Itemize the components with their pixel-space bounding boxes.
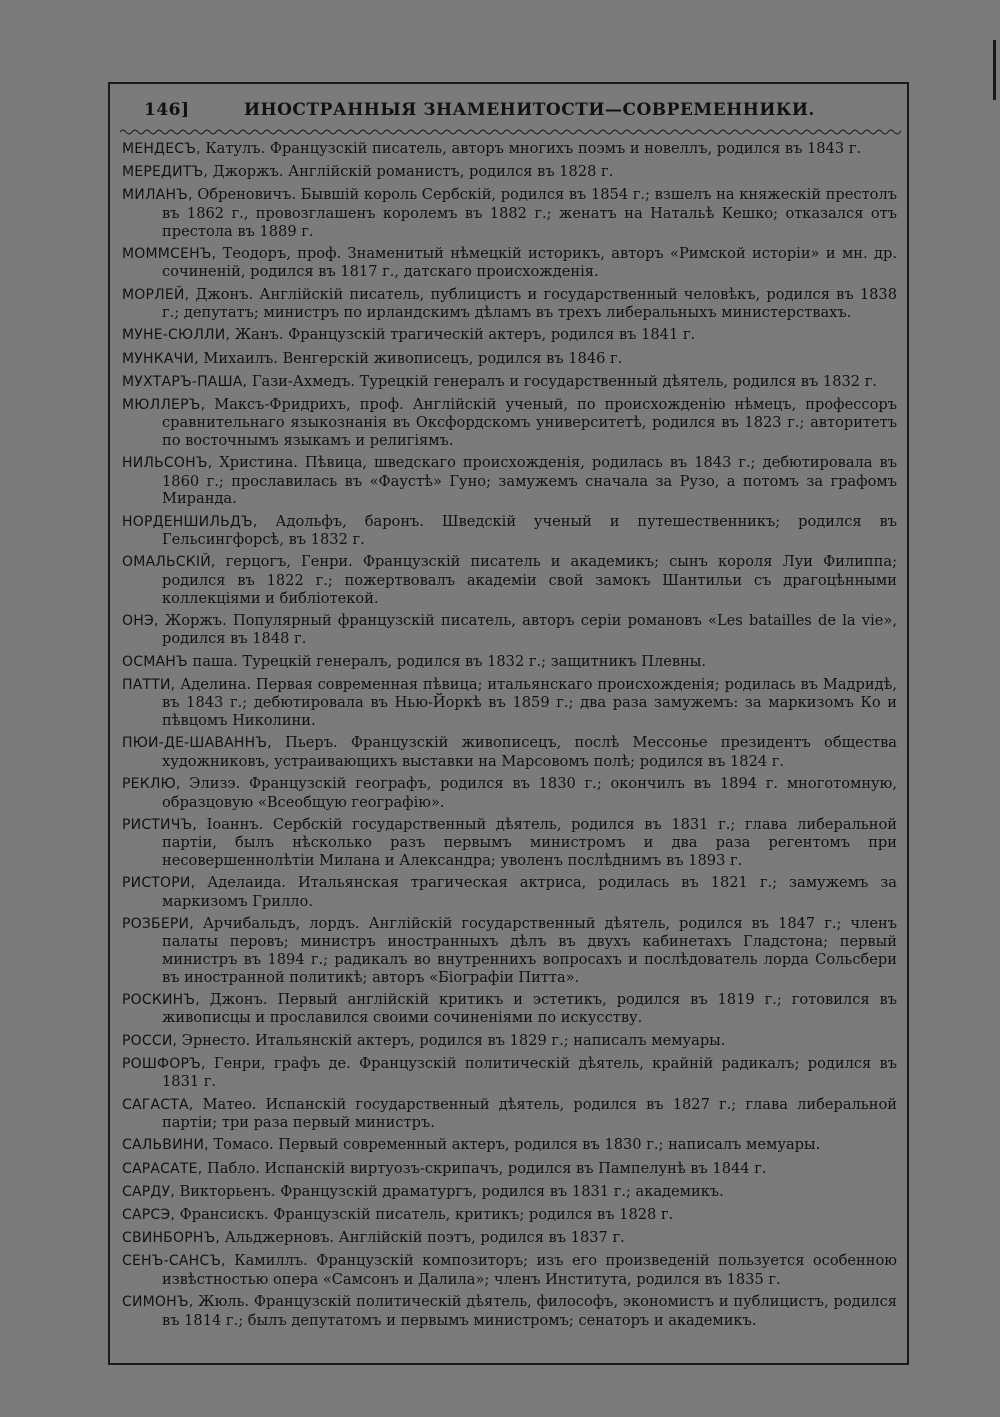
entry <box>122 1055 897 1091</box>
entry-name: МЕРЕДИТЪ, <box>122 164 209 181</box>
page-frame <box>108 82 909 1365</box>
entry-name: САЛЬВИНИ, <box>122 1137 209 1154</box>
entry-name: ПАТТИ, <box>122 676 176 693</box>
entry-name: РОЗБЕРИ, <box>122 915 194 932</box>
entry-name: РИСТОРИ, <box>122 875 196 892</box>
entry-name: МОРЛЕЙ, <box>122 286 190 303</box>
entry <box>122 1032 897 1051</box>
entry <box>122 1096 897 1132</box>
entry <box>122 1160 897 1179</box>
entry <box>122 915 897 986</box>
entry <box>122 245 897 281</box>
entry-name: МОММСЕНЪ, <box>122 245 217 262</box>
wavy-rule-ornament <box>120 128 901 136</box>
entry-text: Джонъ. Англійскій писатель, публицистъ и государственный человѣкъ, родился въ 1838 г.; депутатъ; министръ по ирландскимъ дѣламъ въ трехъ либеральныхъ министерствахъ. <box>162 285 897 322</box>
entry <box>122 1206 897 1225</box>
entry-text: Викторьенъ. Французскій драматургъ, родился въ 1831 г.; академикъ. <box>174 1182 724 1200</box>
entry-name: НОРДЕНШИЛЬДЪ, <box>122 513 258 530</box>
entry <box>122 454 897 508</box>
entry-text: Франсискъ. Французскій писатель, критикъ; родился въ 1828 г. <box>175 1205 674 1223</box>
entry-text: Матео. Испанскій государственный дѣятель, родился въ 1827 г.; глава либеральной партіи; три раза первый министръ. <box>162 1095 897 1132</box>
entry-text: Томасо. Первый современный актеръ, родился въ 1830 г.; написалъ мемуары. <box>208 1136 821 1154</box>
entry <box>122 653 897 672</box>
entry-name: СИМОНЪ, <box>122 1294 194 1311</box>
entry-text: Элизэ. Французскій географъ, родился въ 1830 г.; окончилъ въ 1894 г. многотомную, образцовую «Всеобщую географію». <box>162 774 897 811</box>
entry <box>122 553 897 607</box>
entry-text: герцогъ, Генри. Французскій писатель и академикъ; сынъ короля Луи Филиппа; родился въ 1822 г.; пожертвовалъ академіи свой замокъ Шантильи съ драгоцѣнными коллекціями и библіотекой. <box>162 553 897 607</box>
entry <box>122 1293 897 1329</box>
entry-name: МУХТАРЪ-ПАША, <box>122 373 248 390</box>
entry <box>122 1183 897 1202</box>
entry <box>122 1229 897 1248</box>
entry-name: САРДУ, <box>122 1183 175 1200</box>
entry <box>122 612 897 648</box>
entry-text: Джоржъ. Англійскій романистъ, родился въ 1828 г. <box>208 163 614 181</box>
entry-text: Аделина. Первая современная пѣвица; итальянскаго происхожденія; родилась въ Мадридѣ, въ 1843 г.; дебютировала въ Нью-Йоркѣ въ 1859 г.; два раза замужемъ: за маркизомъ Ко и пѣвцомъ Николини. <box>162 675 897 729</box>
entry <box>122 186 897 240</box>
entry-text: Максъ-Фридрихъ, проф. Англійскій ученый, по происхожденію нѣмецъ, профессоръ сравнительнаго языкознанія въ Оксфордскомъ университетѣ, родился въ 1823 г.; авторитетъ по восточнымъ языкамъ и религіямъ. <box>162 395 897 450</box>
entry-text: Пабло. Испанскій виртуозъ-скрипачъ, родился въ Пампелунѣ въ 1844 г. <box>202 1159 767 1177</box>
entry <box>122 874 897 910</box>
entry-name: РОШФОРЪ, <box>122 1055 206 1072</box>
entry-name: СЕНЪ-САНСЪ, <box>122 1253 226 1270</box>
entry <box>122 513 897 549</box>
entry-name: НИЛЬСОНЪ, <box>122 455 213 472</box>
entry-name: РЕКЛЮ, <box>122 775 181 792</box>
entry-text: Камиллъ. Французскій композиторъ; изъ его произведеній пользуется особенною извѣстностью опера «Самсонъ и Далила»; членъ Института, родился въ 1835 г. <box>162 1252 897 1288</box>
page-number: 146] <box>144 100 190 120</box>
entry <box>122 991 897 1027</box>
entry-text: Джонъ. Первый англійскій критикъ и эстетикъ, родился въ 1819 г.; готовился въ живописцы и прославился своими сочиненіями по искусству. <box>162 990 897 1027</box>
entry <box>122 140 897 159</box>
entry <box>122 775 897 811</box>
entry <box>122 676 897 730</box>
running-title: ИНОСТРАННЫЯ ЗНАМЕНИТОСТИ—СОВРЕМЕННИКИ. <box>244 100 815 120</box>
entry-name: ПЮИ-ДЕ-ШАВАННЪ, <box>122 735 272 752</box>
entry-text: Альджерновъ. Англійскій поэтъ, родился въ 1837 г. <box>220 1229 625 1247</box>
entry-name: РОСКИНЪ, <box>122 991 200 1008</box>
entry <box>122 163 897 182</box>
entry <box>122 816 897 870</box>
entry-name: ОМАЛЬСКІЙ, <box>122 554 216 571</box>
entry <box>122 396 897 450</box>
entry <box>122 1252 897 1288</box>
entry <box>122 373 897 392</box>
entry-name: СВИНБОРНЪ, <box>122 1230 221 1247</box>
entry-name: МЕНДЕСЪ, <box>122 141 201 157</box>
entry-name: РОССИ, <box>122 1032 178 1049</box>
entry <box>122 350 897 369</box>
entry-name: ОСМАНЪ <box>122 653 188 670</box>
entry-text: Катулъ. Французскій писатель, авторъ многихъ поэмъ и новеллъ, родился въ 1843 г. <box>200 140 862 157</box>
entry-text: Христина. Пѣвица, шведскаго происхожденія, родилась въ 1843 г.; дебютировала въ 1860 г.; прославилась въ «Фаустѣ» Гуно; замужемъ сначала за Рузо, а потомъ за графомъ Миранда. <box>162 454 897 508</box>
entry-text: Гази-Ахмедъ. Турецкій генералъ и государственный дѣятель, родился въ 1832 г. <box>247 372 877 390</box>
entry-text: Обреновичъ. Бывшій король Сербскій, родился въ 1854 г.; взшелъ на княжескій престолъ въ 1862 г., провозглашенъ королемъ въ 1882 г.; женатъ на Натальѣ Кешко; отказался отъ престола въ 1889 г. <box>162 186 897 240</box>
entry-name: РИСТИЧЪ, <box>122 816 198 833</box>
entry-text: Іоаннъ. Сербскій государственный дѣятель, родился въ 1831 г.; глава либеральной партіи, былъ нѣсколько разъ первымъ министромъ и два раза регентомъ при несовершеннолѣтіи Милана и Александра; уволенъ послѣднимъ въ 1893 г. <box>162 815 897 869</box>
entry-text: Жюль. Французскій политическій дѣятель, философъ, экономистъ и публицистъ, родился въ 1814 г.; былъ депутатомъ и первымъ министромъ; сенаторъ и академикъ. <box>162 1293 897 1329</box>
entry-text: Генри, графъ де. Французскій политическій дѣятель, крайній радикалъ; родился въ 1831 г. <box>162 1054 897 1091</box>
entry <box>122 286 897 322</box>
entry-text: Теодоръ, проф. Знаменитый нѣмецкій историкъ, авторъ «Римской исторіи» и мн. др. сочиненій, родился въ 1817 г., датскаго происхожденія. <box>162 244 897 281</box>
entry-text: Эрнесто. Итальянскій актеръ, родился въ 1829 г.; написалъ мемуары. <box>177 1031 726 1049</box>
scan-edge-mark <box>993 40 996 100</box>
entry-text: Адольфъ, баронъ. Шведскій ученый и путешественникъ; родился въ Гельсингфорсѣ, въ 1832 г. <box>162 512 897 549</box>
page-header <box>144 100 877 120</box>
entry-name: МЮЛЛЕРЪ, <box>122 396 206 413</box>
entry-name: МИЛАНЪ, <box>122 187 193 204</box>
entry-name: САРАСАТЕ, <box>122 1160 203 1177</box>
entry-name: МУНЕ-СЮЛЛИ, <box>122 327 231 344</box>
entry <box>122 734 897 770</box>
entry <box>122 1136 897 1155</box>
entry-name: САГАСТА, <box>122 1096 194 1113</box>
entry <box>122 326 897 345</box>
entry-list <box>122 140 897 1334</box>
entry-name: МУНКАЧИ, <box>122 350 199 367</box>
entry-text: Жоржъ. Популярный французскій писатель, авторъ серіи романовъ «Les batailles de la vie», родился въ 1848 г. <box>158 611 897 648</box>
entry-name: ОНЭ, <box>122 612 159 629</box>
entry-text: Аделаида. Итальянская трагическая актриса, родилась въ 1821 г.; замужемъ за маркизомъ Грилло. <box>162 874 897 910</box>
entry-name: САРСЭ, <box>122 1206 175 1223</box>
entry-text: Михаилъ. Венгерскій живописецъ, родился въ 1846 г. <box>198 349 623 367</box>
entry-text: Пьеръ. Французскій живописецъ, послѣ Мессонье президентъ общества художниковъ, устраивающихъ выставки на Марсовомъ полѣ; родился въ 1824 г. <box>162 734 897 770</box>
entry-text: Жанъ. Французскій трагическій актеръ, родился въ 1841 г. <box>230 326 696 344</box>
entry-text: Арчибальдъ, лордъ. Англійскій государственный дѣятель, родился въ 1847 г.; членъ палаты перовъ; министръ иностранныхъ дѣлъ въ двухъ кабинетахъ Гладстона; первый министръ въ 1894 г.; радикалъ во внутреннихъ вопросахъ и послѣдователь лорда Сольсбери въ иностранной политикѣ; авторъ «Біографіи Питта». <box>162 914 897 986</box>
entry-text: паша. Турецкій генералъ, родился въ 1832 г.; защитникъ Плевны. <box>187 652 707 670</box>
